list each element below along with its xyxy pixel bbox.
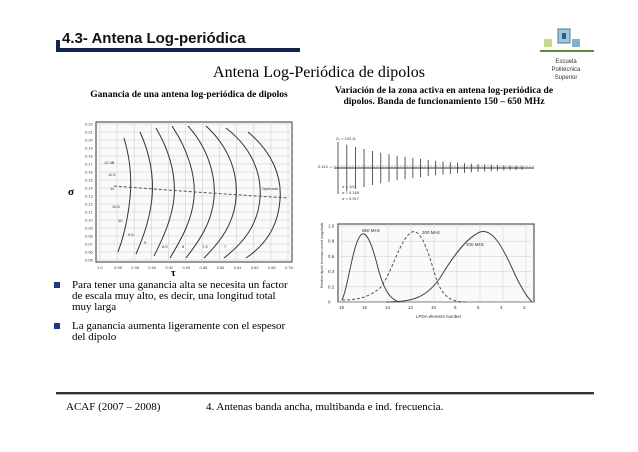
y-axis-symbol: σ [68,186,74,198]
lf-x-tick: 0.90 [182,265,191,270]
rb-y-tick: 0.8 [328,238,335,244]
bullet-square-icon [54,282,60,288]
contour-label-8-5: 8.5 [162,244,168,249]
lf-y-tick: 0.14 [85,185,93,191]
contour-label-9-5: 9.5 [128,232,134,237]
logo-line-3: Superior [554,75,578,81]
rb-x-tick: 4 [500,305,503,310]
rb-y-tick: 0.4 [328,269,335,275]
contour-label-7: 7 [224,244,227,249]
rb-x-tick: 2 [523,305,526,310]
bullet-text-1: Para tener una ganancia alta se necesita un factor de escala muy alto, es decir, una longitud total muy larga [72,279,288,313]
rb-x-tick: 18 [339,305,345,310]
lf-y-tick: 0.22 [85,121,93,127]
contour-label-10-5: 10.5 [112,204,120,209]
footer-course: ACAF (2007 – 2008) [66,401,161,413]
lf-y-tick: 0.07 [85,241,93,247]
bullet-item-2 [54,321,294,343]
lf-x-tick: 0.80 [267,265,276,270]
logo-line-1: Escuela [555,59,577,65]
contour-label-12db: 12 dB [104,160,115,165]
contour-label-10: 10 [118,218,123,223]
lf-x-tick: 0.98 [114,265,122,270]
contour-label-9: 9 [144,240,147,245]
lf-y-tick: 0.11 [85,209,93,215]
lf-y-tick: 0.10 [85,217,93,223]
freq-label-650: 650 MHz [362,228,381,233]
lf-y-tick: 0.06 [85,249,93,255]
impedance-label: Z₀ = 100 Ω [336,136,356,141]
slide-title: 4.3- Antena Log-periódica [62,30,246,47]
current-distribution-chart [316,218,556,322]
lf-y-tick: 0.21 [85,129,93,135]
lf-y-tick: 0.19 [85,145,93,151]
main-title: Antena Log-Periódica de dipolos [213,64,425,81]
gain-contour-chart [84,118,296,274]
legend-entry-1: σ = 1/4 [342,184,355,189]
rb-y-axis-label: Relative dipole terminal current magnitude [320,222,324,288]
lf-y-tick: 0.20 [85,137,93,143]
rb-x-tick: 16 [362,305,368,310]
legend-entry-2: σ = 0.169 [342,190,360,195]
lf-y-tick: 0.18 [85,153,93,159]
title-underline [56,48,300,52]
contour-label-7-5: 7.5 [202,244,208,249]
contour-label-11: 11 [110,186,115,191]
rb-x-tick: 10 [431,305,437,310]
lf-x-tick: 0.92 [165,265,174,270]
top-y-tick: 0.113 -> [318,164,333,169]
lf-x-tick: 0.96 [131,265,139,270]
optimum-label: Optimum [262,186,279,191]
lf-x-tick: 0.84 [233,265,242,270]
bullet-text-2: La ganancia aumenta ligeramente con el espesor del dipolo [72,320,286,343]
bullet-item-1 [54,280,294,313]
footer-divider-shadow [56,394,594,395]
lf-y-tick: 0.15 [85,177,93,183]
rb-y-tick: 0.6 [328,253,335,259]
rb-y-tick: 0.2 [328,284,335,290]
lf-y-tick: 0.12 [85,201,93,207]
bullet-square-icon [54,323,60,329]
contour-label-8: 8 [182,244,185,249]
lf-y-tick: 0.09 [85,225,93,231]
footer-topic: 4. Antenas banda ancha, multibanda e ind. frecuencia. [206,401,444,413]
lf-x-tick: 0.82 [250,265,259,270]
rb-x-tick: 6 [477,305,480,310]
left-figure-caption: Ganancia de una antena log-periódica de dipolos [90,90,288,100]
lf-x-tick: 0.88 [199,265,208,270]
rb-x-tick: 8 [454,305,457,310]
lf-x-tick: 0.78 [285,265,293,270]
contour-label-11-5: 11.5 [108,172,116,177]
lf-y-tick: 0.08 [85,233,93,239]
right-figure-caption: Variación de la zona activa en antena log-periódica de dipolos. Banda de funcionamiento 150 – 650 MHz [334,86,554,107]
freq-label-200: 200 MHz [466,242,485,247]
lf-x-tick: 1.0 [97,265,103,270]
x-axis-symbol: τ [171,268,176,279]
lf-y-tick: 0.05 [85,257,93,263]
lf-y-tick: 0.17 [85,161,93,167]
rb-y-tick: 0 [328,299,331,305]
freq-label-300: 300 MHz [422,230,441,235]
lf-x-tick: 0.94 [148,265,157,270]
active-zone-diagram [316,128,556,214]
rb-x-axis-label: LPDA element number [416,314,462,319]
lf-x-tick: 0.86 [216,265,225,270]
legend-entry-3: σ = 0.917 [342,196,360,201]
rb-x-tick: 12 [408,305,414,310]
lf-y-tick: 0.16 [85,169,93,175]
rb-y-tick: 1.0 [328,223,335,229]
rb-x-tick: 14 [385,305,391,310]
bullet-list [54,280,294,351]
logo-line-2: Politécnica [551,67,581,73]
lf-y-tick: 0.13 [85,193,93,199]
